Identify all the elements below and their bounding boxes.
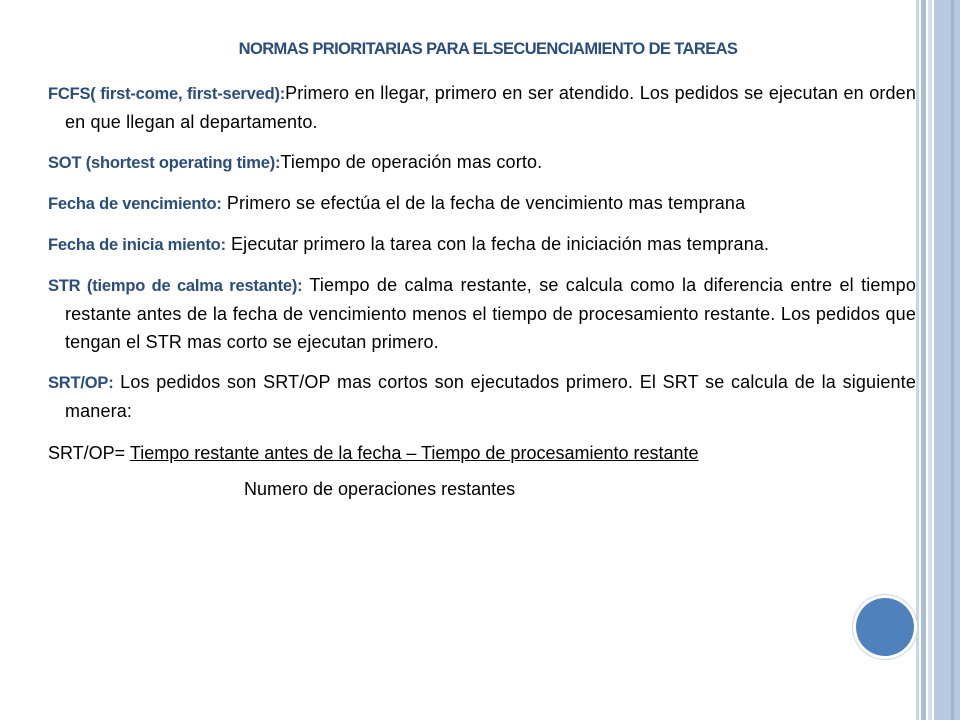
rule-text: Primero en llegar, primero en ser atendido. Los pedidos se ejecutan en orden en que llegan al departamento.	[65, 83, 917, 132]
rule-term: SRT/OP:	[48, 374, 114, 392]
rule-term: STR (tiempo de calma restante):	[48, 277, 303, 295]
slide-title: NORMAS PRIORITARIAS PARA ELSECUENCIAMIENTO DE TAREAS	[238, 40, 738, 58]
rule-fecha-inicio	[48, 230, 916, 259]
formula-numerator: Tiempo restante antes de la fecha – Tiempo de procesamiento restante	[129, 443, 699, 463]
rule-text: Tiempo de calma restante, se calcula como la diferencia entre el tiempo restante antes de la fecha de vencimiento menos el tiempo de procesamiento restante. Los pedidos que tengan el STR mas corto se ejecutan primero.	[65, 275, 916, 352]
formula	[48, 439, 916, 467]
rule-term: SOT (shortest operating time):	[48, 154, 281, 172]
formula-denominator: Numero de operaciones restantes	[244, 479, 516, 499]
decor-stripe	[928, 0, 932, 720]
rule-text: Primero se efectúa el de la fecha de vencimiento mas temprana	[221, 193, 746, 213]
decor-stripe	[921, 0, 926, 720]
formula-lhs: SRT/OP=	[48, 443, 130, 463]
rule-term: Fecha de vencimiento:	[48, 195, 222, 213]
rule-fcfs	[48, 79, 916, 136]
decor-stripe	[916, 0, 919, 720]
rule-term: FCFS( first-come, first-served):	[48, 85, 286, 103]
decor-stripe	[951, 0, 954, 720]
rule-text: Tiempo de operación mas corto.	[280, 152, 543, 172]
rule-fecha-vencimiento	[48, 189, 916, 218]
decor-circle	[856, 598, 914, 656]
slide-content	[48, 40, 916, 503]
rule-text: Ejecutar primero la tarea con la fecha de iniciación mas temprana.	[225, 234, 770, 254]
rule-srt-op	[48, 368, 916, 425]
rule-text: Los pedidos son SRT/OP mas cortos son ejecutados primero. El SRT se calcula de la siguiente manera:	[65, 372, 916, 421]
rule-sot	[48, 148, 916, 177]
rule-term: Fecha de inicia miento:	[48, 236, 226, 254]
decor-stripe	[934, 0, 960, 720]
rule-str	[48, 271, 916, 356]
